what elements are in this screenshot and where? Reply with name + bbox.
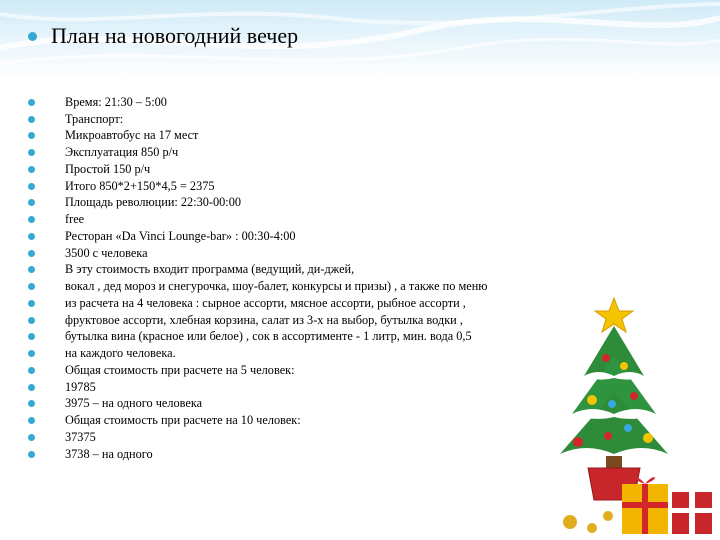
item-text: 3975 – на одного человека (65, 396, 203, 411)
list-item (28, 195, 487, 212)
item-text: 19785 (65, 379, 96, 394)
bullet-icon (28, 317, 35, 324)
list-item (28, 396, 487, 413)
list-item (28, 211, 487, 228)
list-item (28, 245, 487, 262)
list-item (28, 278, 487, 295)
list-item (28, 362, 487, 379)
item-text: Ресторан «Da Vinci Lounge-bar» : 00:30-4:00 (65, 228, 296, 243)
item-text: 3738 – на одного (65, 446, 153, 461)
item-text: В эту стоимость входит программа (ведущий, ди-джей, (65, 262, 355, 277)
christmas-tree-icon (548, 296, 720, 540)
list-item (28, 262, 487, 279)
bullet-icon (28, 283, 35, 290)
list-item (28, 178, 487, 195)
item-text: Эксплуатация 850 р/ч (65, 145, 179, 160)
bullet-icon (28, 400, 35, 407)
item-text: Площадь революции: 22:30-00:00 (65, 195, 242, 210)
list-item (28, 161, 487, 178)
list-item (28, 128, 487, 145)
item-text: вокал , дед мороз и снегурочка, шоу-балет, конкурсы и призы) , а также по меню (65, 279, 488, 294)
bullet-list (28, 94, 487, 463)
title-row (28, 22, 298, 50)
list-item (28, 295, 487, 312)
bullet-icon (28, 300, 35, 307)
bullet-icon (28, 166, 35, 173)
list-item (28, 446, 487, 463)
list-item (28, 412, 487, 429)
list-item (28, 94, 487, 111)
bullet-icon (28, 266, 35, 273)
item-text: 37375 (65, 429, 96, 444)
bullet-icon (28, 367, 35, 374)
list-item (28, 312, 487, 329)
bullet-icon (28, 384, 35, 391)
bullet-icon (28, 250, 35, 257)
item-text: Общая стоимость при расчете на 5 человек: (65, 362, 295, 377)
list-item (28, 144, 487, 161)
bullet-icon (28, 32, 37, 41)
bullet-icon (28, 451, 35, 458)
bullet-icon (28, 149, 35, 156)
list-item (28, 429, 487, 446)
item-text: free (65, 212, 85, 227)
item-text: 3500 с человека (65, 245, 148, 260)
list-item (28, 111, 487, 128)
bullet-icon (28, 350, 35, 357)
bullet-icon (28, 417, 35, 424)
item-text: из расчета на 4 человека : сырное ассорти, мясное ассорти, рыбное ассорти , (65, 295, 466, 310)
item-text: бутылка вина (красное или белое) , сок в ассортименте - 1 литр, мин. вода 0,5 (65, 329, 472, 344)
list-item (28, 228, 487, 245)
item-text: Время: 21:30 – 5:00 (65, 94, 167, 109)
list-item (28, 379, 487, 396)
item-text: фруктовое ассорти, хлебная корзина, салат из 3-х на выбор, бутылка водки , (65, 312, 463, 327)
item-text: на каждого человека. (65, 346, 176, 361)
bullet-icon (28, 99, 35, 106)
item-text: Транспорт: (65, 111, 124, 126)
slide-title: План на новогодний вечер (51, 23, 299, 48)
bullet-icon (28, 132, 35, 139)
bullet-icon (28, 233, 35, 240)
bullet-icon (28, 434, 35, 441)
bullet-icon (28, 216, 35, 223)
bullet-icon (28, 183, 35, 190)
item-text: Простой 150 р/ч (65, 161, 151, 176)
item-text: Микроавтобус на 17 мест (65, 128, 199, 143)
list-item (28, 329, 487, 346)
list-item (28, 345, 487, 362)
bullet-icon (28, 333, 35, 340)
bullet-icon (28, 199, 35, 206)
bullet-icon (28, 116, 35, 123)
item-text: Итого 850*2+150*4,5 = 2375 (65, 178, 215, 193)
item-text: Общая стоимость при расчете на 10 человек: (65, 413, 301, 428)
